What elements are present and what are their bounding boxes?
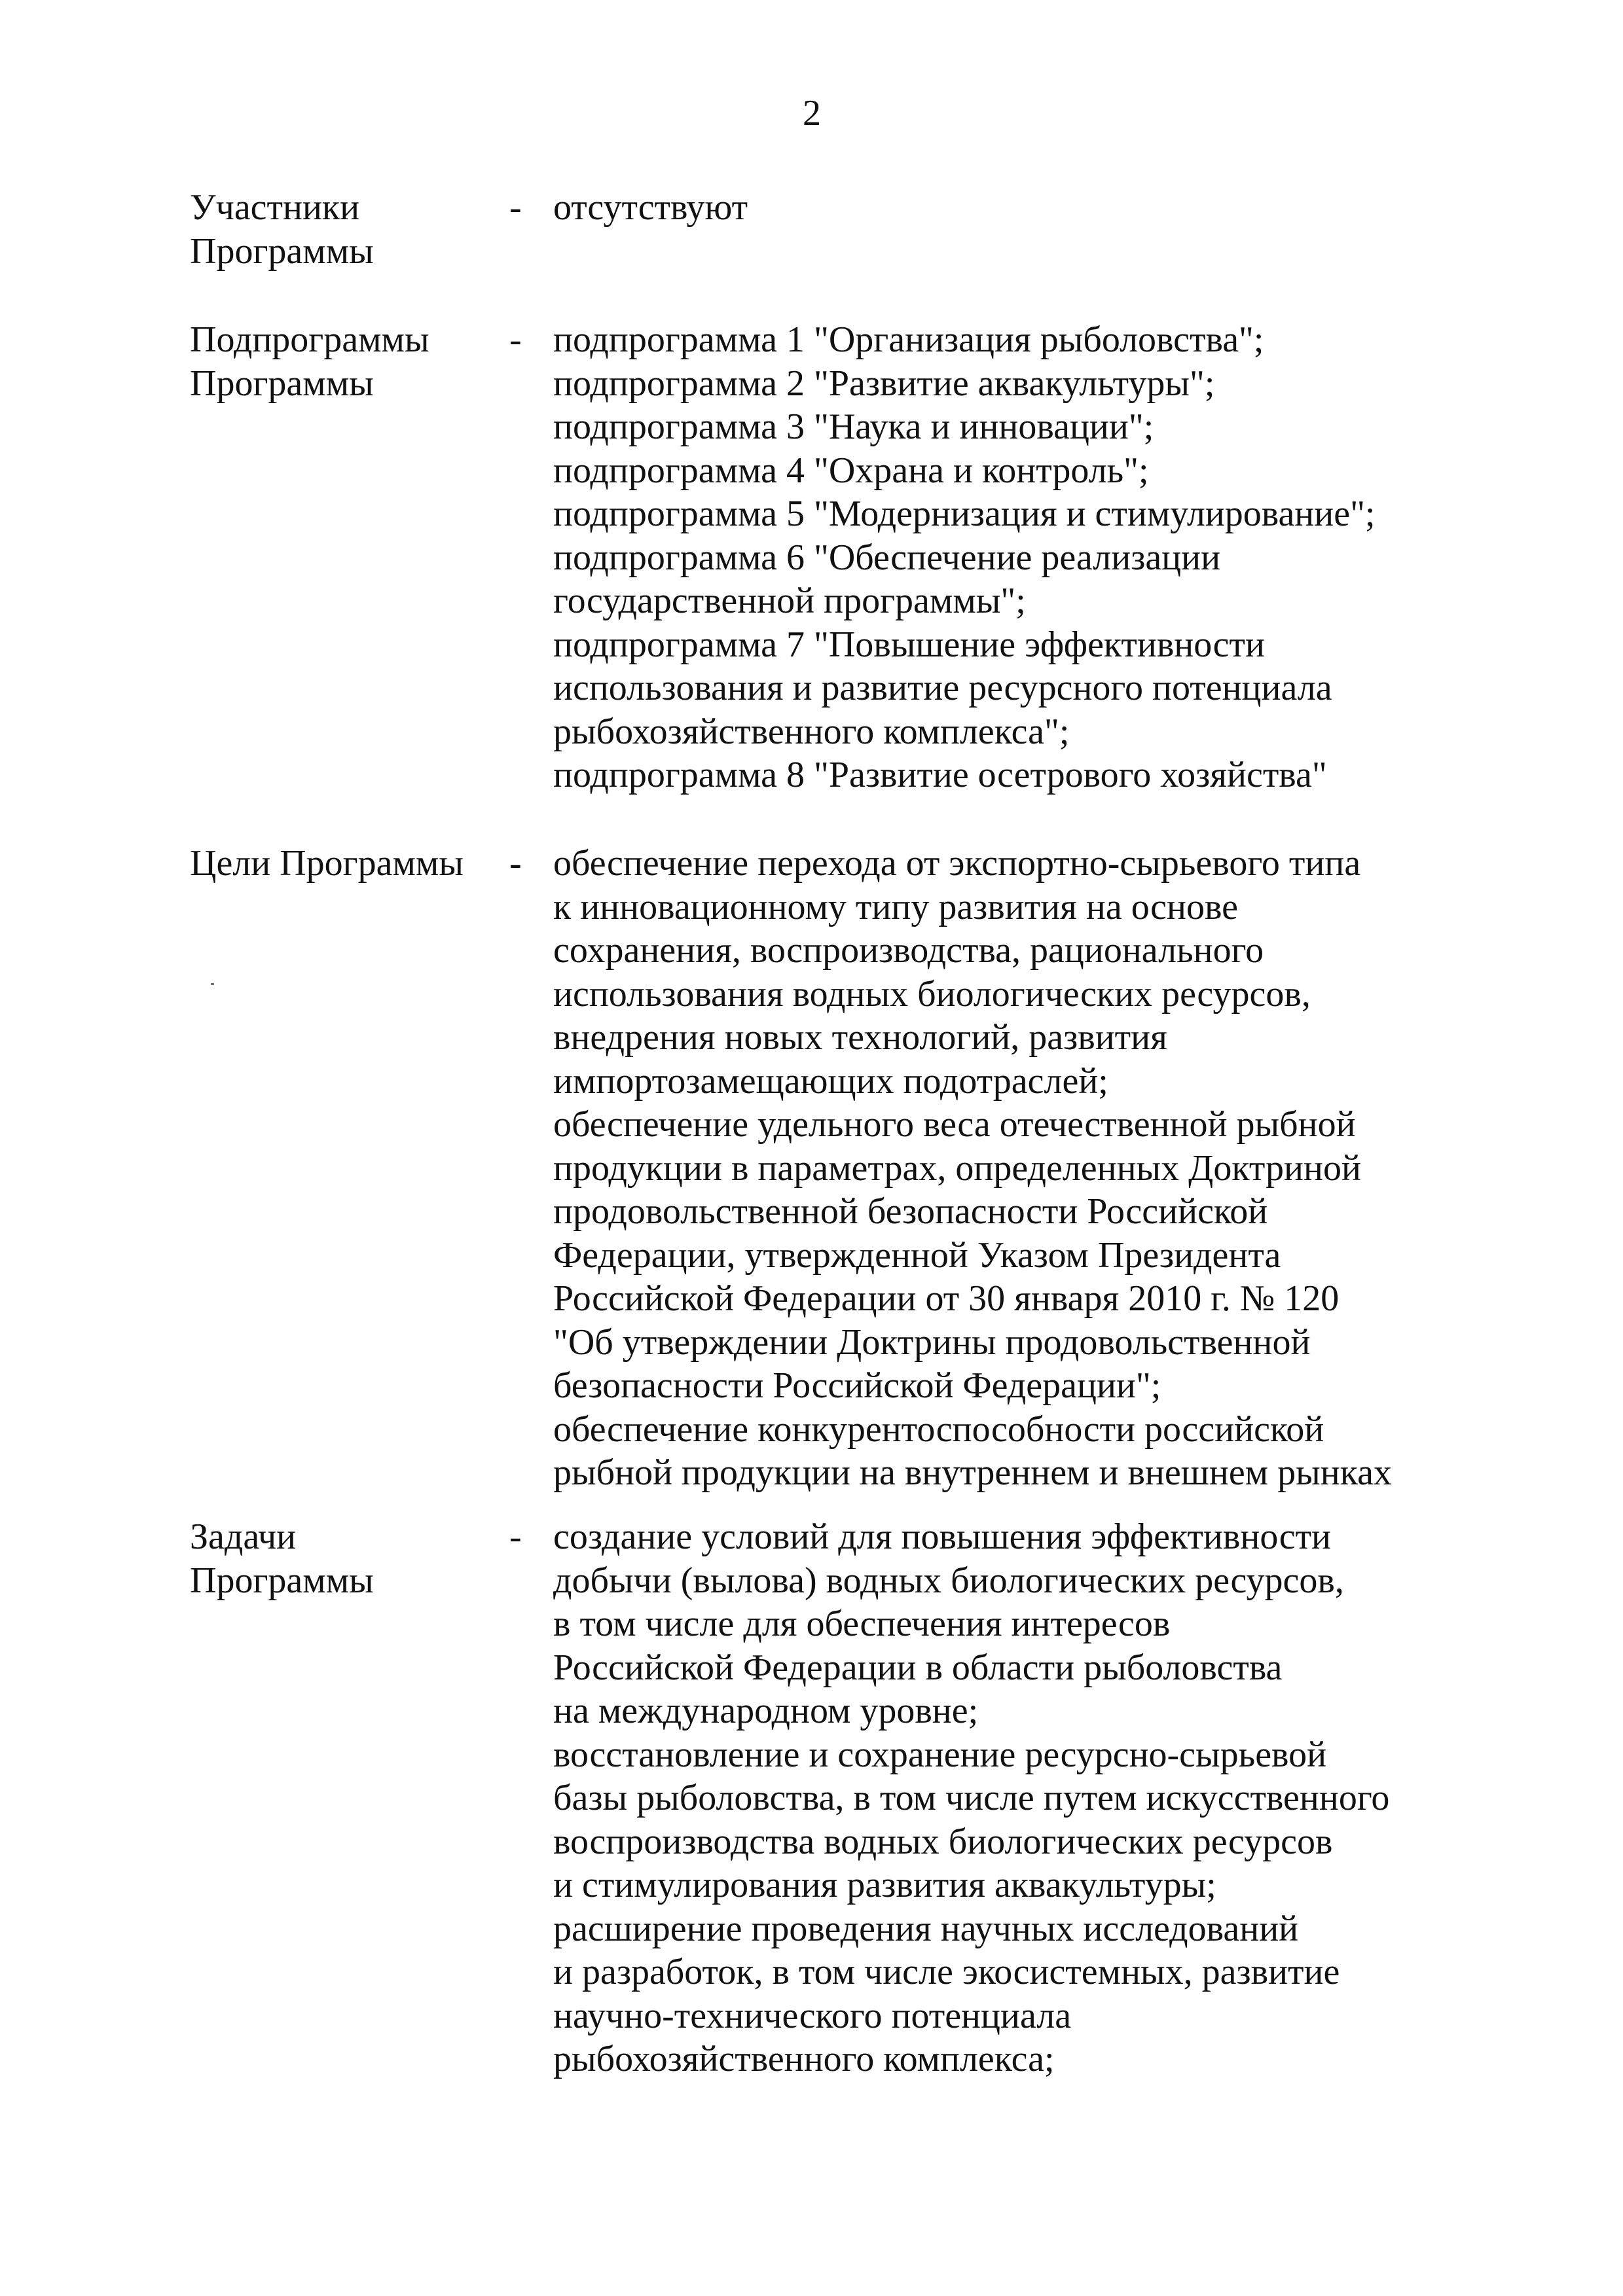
content-line: отсутствуют: [553, 187, 748, 228]
label-line: Программы: [190, 230, 374, 272]
content-line: подпрограмма 6 "Обеспечение реализации: [553, 537, 1221, 578]
page-number: 2: [803, 93, 821, 134]
content-line: Российской Федерации в области рыболовства: [553, 1647, 1283, 1688]
row-content: [553, 318, 1548, 797]
row-content: [553, 1515, 1548, 2081]
content-line: Российской Федерации от 30 января 2010 г. № 120: [553, 1278, 1340, 1319]
content-line: подпрограмма 7 "Повышение эффективности: [553, 624, 1265, 665]
content-line: восстановление и сохранение ресурсно-сырьевой: [553, 1734, 1327, 1775]
content-line: воспроизводства водных биологических ресурсов: [553, 1821, 1333, 1862]
content-line: безопасности Российской Федерации";: [553, 1365, 1161, 1406]
row-dash: -: [509, 319, 522, 360]
content-line: обеспечение перехода от экспортно-сырьевого типа: [553, 843, 1361, 884]
scan-speck: [211, 983, 214, 985]
content-line: сохранения, воспроизводства, рационального: [553, 930, 1264, 971]
content-line: государственной программы";: [553, 581, 1026, 621]
label-line: Программы: [190, 1560, 374, 1601]
row-dash: -: [509, 1516, 522, 1557]
row-dash: -: [509, 187, 522, 228]
content-line: научно-технического потенциала: [553, 1995, 1072, 2036]
content-line: обеспечение удельного веса отечественной рыбной: [553, 1104, 1356, 1145]
content-line: импортозамещающих подотраслей;: [553, 1060, 1108, 1102]
row-label: [190, 1515, 498, 1602]
content-line: продовольственной безопасности Российской: [553, 1191, 1268, 1232]
content-line: подпрограмма 1 "Организация рыболовства";: [553, 319, 1264, 360]
content-line: подпрограмма 3 "Наука и инновации";: [553, 406, 1154, 447]
content-line: Федерации, утвержденной Указом Президента: [553, 1234, 1281, 1276]
content-line: рыбохозяйственного комплекса;: [553, 2039, 1055, 2079]
row-dash: -: [509, 843, 522, 884]
content-line: создание условий для повышения эффективности: [553, 1516, 1332, 1557]
label-line: Программы: [190, 363, 374, 404]
label-line: Задачи: [190, 1516, 297, 1557]
row-label: [190, 318, 498, 405]
row-label: [190, 186, 498, 273]
content-line: продукции в параметрах, определенных Доктриной: [553, 1147, 1361, 1189]
content-line: и стимулирования развития аквакультуры;: [553, 1865, 1216, 1905]
content-line: подпрограмма 5 "Модернизация и стимулирование";: [553, 493, 1376, 534]
content-line: базы рыболовства, в том числе путем искусственного: [553, 1778, 1390, 1818]
content-line: внедрения новых технологий, развития: [553, 1017, 1167, 1058]
content-line: подпрограмма 8 "Развитие осетрового хозяйства": [553, 755, 1327, 795]
content-line: к инновационному типу развития на основе: [553, 886, 1238, 927]
label-line: Участники: [190, 187, 360, 228]
content-line: обеспечение конкурентоспособности российской: [553, 1408, 1324, 1450]
label-line: Подпрограммы: [190, 319, 429, 360]
content-line: рыбной продукции на внутреннем и внешнем рынках: [553, 1452, 1392, 1493]
content-line: рыбохозяйственного комплекса";: [553, 711, 1070, 752]
row-label: [190, 842, 498, 886]
content-line: в том числе для обеспечения интересов: [553, 1604, 1171, 1644]
content-line: расширение проведения научных исследований: [553, 1908, 1299, 1949]
content-line: "Об утверждении Доктрины продовольственной: [553, 1321, 1311, 1363]
content-line: использования водных биологических ресурсов,: [553, 973, 1311, 1014]
row-content: [553, 186, 1548, 230]
label-line: Цели Программы: [190, 843, 464, 884]
row-content: [553, 842, 1548, 1495]
content-line: использования и развитие ресурсного потенциала: [553, 668, 1332, 708]
content-line: подпрограмма 2 "Развитие аквакультуры";: [553, 363, 1215, 404]
content-line: и разработок, в том числе экосистемных, развитие: [553, 1952, 1340, 1992]
content-line: на международном уровне;: [553, 1691, 979, 1731]
content-line: подпрограмма 4 "Охрана и контроль";: [553, 450, 1149, 491]
content-line: добычи (вылова) водных биологических ресурсов,: [553, 1560, 1344, 1601]
